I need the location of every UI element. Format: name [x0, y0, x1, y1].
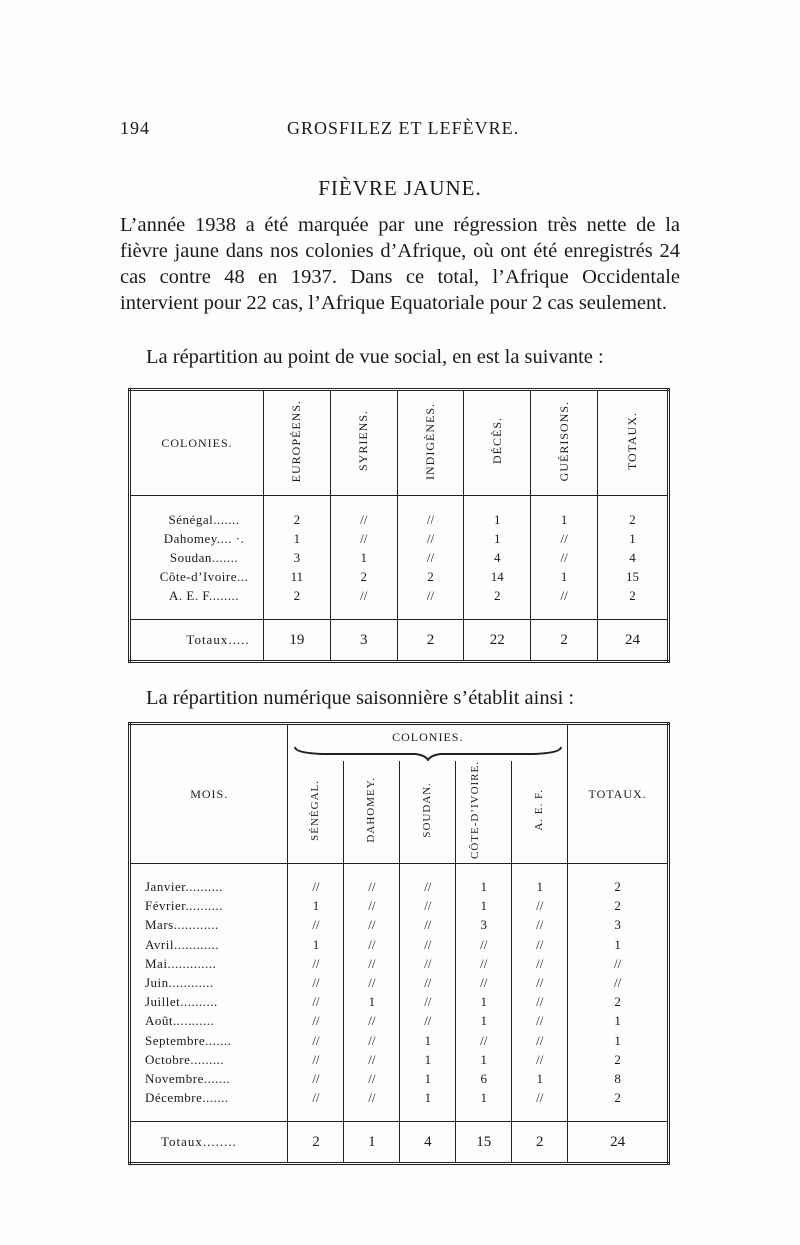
table-row	[130, 878, 669, 897]
cell: 24	[597, 620, 668, 662]
row-label: Soudan.......	[169, 549, 239, 565]
cell: //	[344, 954, 400, 973]
row-label: Avril............	[145, 936, 219, 952]
table-row	[130, 993, 669, 1012]
cell: 22	[464, 620, 531, 662]
table-row	[130, 510, 669, 529]
cell: //	[400, 993, 456, 1012]
cell: //	[344, 897, 400, 916]
cell: //	[456, 973, 512, 992]
column-header-cote-divoire: CÔTE-D’IVOIRE.	[456, 761, 512, 864]
column-header-deces: DÉCÈS.	[464, 390, 531, 496]
row-label: Octobre.........	[145, 1051, 225, 1067]
cell: //	[400, 897, 456, 916]
cell: 2	[568, 1089, 669, 1108]
cell: 24	[568, 1122, 669, 1164]
cell: 2	[531, 620, 598, 662]
cell: 4	[400, 1122, 456, 1164]
cell: 8	[568, 1069, 669, 1088]
cell: //	[512, 1050, 568, 1069]
table-row	[130, 973, 669, 992]
table-row	[130, 1069, 669, 1088]
cell: 3	[330, 620, 397, 662]
cell: 1	[464, 529, 531, 548]
cell: 15	[456, 1122, 512, 1164]
cell: 1	[456, 1012, 512, 1031]
table-row	[130, 954, 669, 973]
cell: 6	[456, 1069, 512, 1088]
cell: //	[512, 993, 568, 1012]
cell: //	[512, 1089, 568, 1108]
cell: 1	[568, 1031, 669, 1050]
cell: //	[512, 1031, 568, 1050]
column-header-indigenes: INDIGÈNES.	[397, 390, 464, 496]
page-number: 194	[120, 118, 150, 138]
cell: //	[288, 1050, 344, 1069]
table-row	[130, 935, 669, 954]
cell: 2	[597, 510, 668, 529]
cell: 2	[568, 897, 669, 916]
cell: 1	[456, 897, 512, 916]
cell: //	[531, 529, 598, 548]
cell: 2	[264, 586, 331, 605]
cell: 1	[288, 935, 344, 954]
table-row	[130, 1012, 669, 1031]
cell: 1	[512, 878, 568, 897]
cell: 19	[264, 620, 331, 662]
cell: //	[400, 973, 456, 992]
table-row	[130, 567, 669, 586]
cell: //	[288, 878, 344, 897]
cell: 11	[264, 567, 331, 586]
table-row	[130, 1089, 669, 1108]
cell: //	[344, 916, 400, 935]
table-row	[130, 548, 669, 567]
column-header-syriens: SYRIENS.	[330, 390, 397, 496]
cell: //	[531, 586, 598, 605]
cell: //	[456, 935, 512, 954]
row-label: Dahomey.... ·.	[163, 530, 245, 546]
row-label: Novembre.......	[145, 1070, 231, 1086]
cell: 1	[264, 529, 331, 548]
table-row	[130, 1050, 669, 1069]
cell: //	[288, 1012, 344, 1031]
cell: //	[531, 548, 598, 567]
row-label: Janvier..........	[145, 879, 223, 895]
cell: 2	[330, 567, 397, 586]
cell: 3	[568, 916, 669, 935]
table-row	[130, 586, 669, 605]
paragraph-seasonal: La répartition numérique saisonnière s’établit ainsi :	[146, 687, 575, 709]
paragraph-social: La répartition au point de vue social, en est la suivante :	[146, 346, 604, 368]
cell: //	[344, 1012, 400, 1031]
column-header-aef: A. E. F.	[512, 761, 568, 864]
totals-row	[130, 620, 669, 662]
cell: 15	[597, 567, 668, 586]
totals-row	[130, 1122, 669, 1164]
cell: //	[400, 916, 456, 935]
totals-label: Totaux.....	[130, 620, 264, 662]
row-label: Juillet..........	[145, 994, 218, 1010]
column-header-mois: MOIS.	[130, 724, 288, 864]
cell: 4	[464, 548, 531, 567]
cell: //	[400, 878, 456, 897]
cell: 2	[397, 567, 464, 586]
cell: //	[400, 1012, 456, 1031]
table-row	[130, 529, 669, 548]
column-header-europeens: EUROPÉENS.	[264, 390, 331, 496]
row-label: Juin............	[145, 975, 214, 991]
column-header-totaux: TOTAUX.	[568, 724, 669, 864]
paragraph-intro: L’année 1938 a été marquée par une régression très nette de la fièvre jaune dans nos colonies d’Afrique, où ont été enregistrés 24 cas contre 48 en 1937. Dans ce total, l’Afrique Occidentale intervient pour 22 cas, l’Afrique Equatoriale pour 2 cas seulement.	[120, 214, 680, 314]
cell: 1	[597, 529, 668, 548]
cell: 2	[512, 1122, 568, 1164]
cell: //	[288, 954, 344, 973]
row-label: A. E. F........	[168, 587, 240, 603]
row-label: Septembre.......	[145, 1032, 232, 1048]
cell: 2	[464, 586, 531, 605]
cell: 2	[568, 1050, 669, 1069]
column-header-colonies: COLONIES.	[130, 390, 264, 496]
running-title: GROSFILEZ ET LEFÈVRE.	[287, 118, 520, 138]
row-label: Mars............	[145, 917, 219, 933]
cell: //	[568, 954, 669, 973]
column-header-soudan: SOUDAN.	[400, 761, 456, 864]
cell: //	[397, 510, 464, 529]
brace-icon	[293, 745, 563, 761]
cell: 1	[464, 510, 531, 529]
cell: //	[344, 1050, 400, 1069]
cell: //	[512, 916, 568, 935]
cell: //	[330, 510, 397, 529]
cell: 2	[264, 510, 331, 529]
cell: //	[397, 548, 464, 567]
column-header-colonies: COLONIES.	[288, 724, 568, 762]
cell: //	[397, 529, 464, 548]
cell: //	[330, 586, 397, 605]
cell: 1	[456, 1050, 512, 1069]
cell: 2	[568, 993, 669, 1012]
cell: 1	[531, 567, 598, 586]
column-header-guerisons: GUÉRISONS.	[531, 390, 598, 496]
cell: //	[344, 973, 400, 992]
cell: //	[456, 954, 512, 973]
section-title: FIÈVRE JAUNE.	[318, 176, 482, 200]
cell: 2	[597, 586, 668, 605]
table-row	[130, 897, 669, 916]
cell: //	[344, 935, 400, 954]
cell: 1	[400, 1069, 456, 1088]
cell: //	[344, 1069, 400, 1088]
cell: //	[568, 973, 669, 992]
row-label: Février..........	[145, 898, 223, 914]
cell: 1	[512, 1069, 568, 1088]
table-row	[130, 916, 669, 935]
cell: 1	[344, 1122, 400, 1164]
row-label: Côte-d’Ivoire...	[159, 568, 249, 584]
cell: 1	[330, 548, 397, 567]
seasonal-distribution-table	[128, 722, 670, 1165]
cell: 1	[456, 1089, 512, 1108]
cell: //	[344, 1089, 400, 1108]
cell: 1	[531, 510, 598, 529]
row-label: Août...........	[145, 1013, 215, 1029]
cell: 1	[568, 1012, 669, 1031]
column-header-senegal: SÉNÉGAL.	[288, 761, 344, 864]
cell: //	[400, 935, 456, 954]
cell: 3	[264, 548, 331, 567]
cell: //	[512, 1012, 568, 1031]
cell: //	[512, 935, 568, 954]
column-header-totaux: TOTAUX.	[597, 390, 668, 496]
cell: 1	[400, 1089, 456, 1108]
cell: 1	[400, 1050, 456, 1069]
cell: 1	[288, 897, 344, 916]
cell: 14	[464, 567, 531, 586]
cell: //	[397, 586, 464, 605]
cell: 2	[288, 1122, 344, 1164]
cell: //	[400, 954, 456, 973]
cell: 2	[397, 620, 464, 662]
cell: //	[456, 1031, 512, 1050]
cell: //	[288, 1069, 344, 1088]
cell: //	[288, 973, 344, 992]
cell: //	[512, 897, 568, 916]
row-label: Décembre.......	[145, 1090, 229, 1106]
cell: 1	[400, 1031, 456, 1050]
cell: //	[288, 1089, 344, 1108]
cell: 1	[568, 935, 669, 954]
row-label: Mai.............	[145, 955, 217, 971]
cell: //	[344, 878, 400, 897]
cell: 3	[456, 916, 512, 935]
social-distribution-table	[128, 388, 670, 663]
table-row	[130, 1031, 669, 1050]
cell: //	[288, 916, 344, 935]
table-header-row	[130, 390, 669, 496]
cell: //	[512, 954, 568, 973]
cell: 2	[568, 878, 669, 897]
column-header-dahomey: DAHOMEY.	[344, 761, 400, 864]
cell: 1	[456, 993, 512, 1012]
totals-label: Totaux........	[130, 1122, 288, 1164]
cell: //	[344, 1031, 400, 1050]
cell: 1	[344, 993, 400, 1012]
cell: //	[330, 529, 397, 548]
cell: //	[288, 993, 344, 1012]
row-label: Sénégal.......	[168, 511, 240, 527]
cell: //	[288, 1031, 344, 1050]
cell: //	[512, 973, 568, 992]
cell: 1	[456, 878, 512, 897]
cell: 4	[597, 548, 668, 567]
